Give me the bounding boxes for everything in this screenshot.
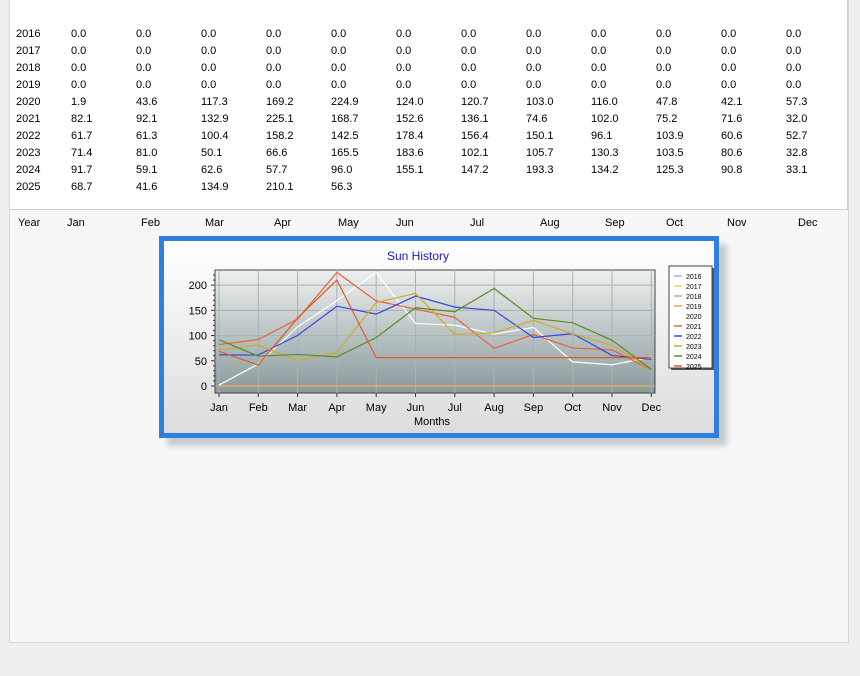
value-cell: 0.0 <box>786 79 802 91</box>
value-cell: 0.0 <box>136 45 152 57</box>
value-cell: 178.4 <box>396 130 424 142</box>
value-cell: 60.6 <box>721 130 743 142</box>
value-cell: 82.1 <box>71 113 93 125</box>
value-cell: 120.7 <box>461 96 489 108</box>
value-cell: 225.1 <box>266 113 294 125</box>
value-cell: 156.4 <box>461 130 489 142</box>
value-cell: 71.6 <box>721 113 743 125</box>
value-cell: 32.0 <box>786 113 808 125</box>
value-cell: 134.2 <box>591 164 619 176</box>
y-tick-label: 100 <box>188 330 207 343</box>
value-cell: 66.6 <box>266 147 288 159</box>
value-cell: 0.0 <box>591 28 607 40</box>
year-cell: 2021 <box>16 113 41 125</box>
legend-label: 2022 <box>686 334 702 341</box>
value-cell: 102.1 <box>461 147 489 159</box>
value-cell: 0.0 <box>461 28 477 40</box>
value-cell: 0.0 <box>721 79 737 91</box>
value-cell: 57.3 <box>786 96 808 108</box>
value-cell: 125.3 <box>656 164 684 176</box>
x-tick-label: May <box>365 402 387 414</box>
x-tick-label: Nov <box>602 402 622 414</box>
value-cell: 96.0 <box>331 164 353 176</box>
x-tick-label: Jan <box>210 402 228 414</box>
value-cell: 0.0 <box>331 45 347 57</box>
value-cell: 0.0 <box>526 28 542 40</box>
value-cell: 0.0 <box>266 45 282 57</box>
column-header: Sep <box>605 217 625 229</box>
value-cell: 32.8 <box>786 147 808 159</box>
x-tick-label: Sep <box>523 402 544 414</box>
legend-label: 2016 <box>686 274 702 281</box>
value-cell: 52.7 <box>786 130 808 142</box>
value-cell: 150.1 <box>526 130 554 142</box>
value-cell: 169.2 <box>266 96 294 108</box>
value-cell: 91.7 <box>71 164 93 176</box>
value-cell: 0.0 <box>461 45 477 57</box>
value-cell: 0.0 <box>396 79 412 91</box>
x-tick-label: Dec <box>641 402 662 414</box>
sun-history-chart <box>164 241 714 433</box>
value-cell: 136.1 <box>461 113 489 125</box>
value-cell: 130.3 <box>591 147 619 159</box>
value-cell: 0.0 <box>201 28 217 40</box>
value-cell: 0.0 <box>526 62 542 74</box>
value-cell: 59.1 <box>136 164 158 176</box>
value-cell: 43.6 <box>136 96 158 108</box>
column-header: Nov <box>727 217 747 229</box>
value-cell: 152.6 <box>396 113 424 125</box>
legend <box>669 266 714 371</box>
value-cell: 0.0 <box>721 62 737 74</box>
value-cell: 0.0 <box>136 62 152 74</box>
value-cell: 0.0 <box>266 79 282 91</box>
legend-label: 2021 <box>686 324 702 331</box>
value-cell: 61.7 <box>71 130 93 142</box>
value-cell: 74.6 <box>526 113 548 125</box>
x-tick-label: Aug <box>484 402 504 414</box>
value-cell: 168.7 <box>331 113 359 125</box>
column-header: Feb <box>141 217 160 229</box>
value-cell: 33.1 <box>786 164 808 176</box>
value-cell: 0.0 <box>396 62 412 74</box>
value-cell: 0.0 <box>331 28 347 40</box>
value-cell: 0.0 <box>461 79 477 91</box>
y-tick-label: 50 <box>194 355 207 368</box>
value-cell: 117.3 <box>201 96 228 108</box>
value-cell: 68.7 <box>71 181 93 193</box>
legend-label: 2019 <box>686 304 702 311</box>
value-cell: 0.0 <box>656 28 672 40</box>
value-cell: 0.0 <box>591 45 607 57</box>
value-cell: 0.0 <box>266 62 282 74</box>
year-cell: 2025 <box>16 181 41 193</box>
column-header: Jul <box>470 217 485 229</box>
table-row <box>10 128 848 145</box>
legend-label: 2020 <box>686 314 702 321</box>
value-cell: 0.0 <box>591 62 607 74</box>
value-cell: 0.0 <box>526 79 542 91</box>
value-cell: 0.0 <box>656 62 672 74</box>
value-cell: 134.9 <box>201 181 229 193</box>
legend-label: 2025 <box>686 364 702 371</box>
legend-label: 2024 <box>686 354 702 361</box>
value-cell: 92.1 <box>136 113 158 125</box>
column-header: Mar <box>205 217 224 229</box>
value-cell: 0.0 <box>591 79 607 91</box>
value-cell: 0.0 <box>786 45 802 57</box>
value-cell: 0.0 <box>266 28 282 40</box>
x-tick-label: Jun <box>406 402 425 414</box>
value-cell: 0.0 <box>461 62 477 74</box>
year-cell: 2022 <box>16 130 41 142</box>
value-cell: 81.0 <box>136 147 158 159</box>
value-cell: 71.4 <box>71 147 93 159</box>
value-cell: 0.0 <box>396 28 412 40</box>
value-cell: 0.0 <box>721 45 737 57</box>
column-header: May <box>338 217 359 229</box>
year-cell: 2017 <box>16 45 41 57</box>
legend-label: 2018 <box>686 294 702 301</box>
value-cell: 0.0 <box>331 62 347 74</box>
data-table-body <box>10 26 848 196</box>
plot-area <box>215 270 655 393</box>
value-cell: 1.9 <box>71 96 87 108</box>
value-cell: 0.0 <box>136 79 152 91</box>
value-cell: 155.1 <box>396 164 424 176</box>
table-row <box>10 179 848 196</box>
y-tick-label: 150 <box>188 305 207 318</box>
column-header: Dec <box>798 217 818 229</box>
value-cell: 0.0 <box>71 28 87 40</box>
x-tick-label: Oct <box>564 402 582 414</box>
chart-title: Sun History <box>386 249 450 263</box>
table-row <box>10 162 848 179</box>
table-row <box>10 26 848 43</box>
x-tick-label: Jul <box>447 402 462 414</box>
value-cell: 165.5 <box>331 147 359 159</box>
y-tick-label: 200 <box>188 280 207 293</box>
value-cell: 0.0 <box>71 45 87 57</box>
value-cell: 0.0 <box>71 79 87 91</box>
chart-frame <box>159 236 719 438</box>
x-tick-label: Mar <box>288 402 308 414</box>
value-cell: 103.0 <box>526 96 554 108</box>
y-axis-ticks <box>189 275 215 393</box>
value-cell: 62.6 <box>201 164 223 176</box>
column-header: Oct <box>666 217 684 229</box>
table-row <box>10 145 848 162</box>
table-row <box>10 111 848 128</box>
value-cell: 50.1 <box>201 147 223 159</box>
value-cell: 0.0 <box>201 45 217 57</box>
year-cell: 2020 <box>16 96 41 108</box>
value-cell: 0.0 <box>71 62 87 74</box>
value-cell: 61.3 <box>136 130 158 142</box>
value-cell: 147.2 <box>461 164 489 176</box>
value-cell: 103.9 <box>656 130 684 142</box>
x-axis-label: Months <box>413 416 451 428</box>
data-table-area <box>10 0 848 210</box>
value-cell: 0.0 <box>721 28 737 40</box>
value-cell: 0.0 <box>656 79 672 91</box>
table-row <box>10 60 848 77</box>
value-cell: 102.0 <box>591 113 619 125</box>
value-cell: 96.1 <box>591 130 613 142</box>
value-cell: 90.8 <box>721 164 743 176</box>
x-axis-ticks <box>210 393 661 414</box>
value-cell: 0.0 <box>331 79 347 91</box>
chart-background <box>164 241 714 433</box>
year-cell: 2024 <box>16 164 41 176</box>
value-cell: 105.7 <box>526 147 554 159</box>
y-tick-label: 0 <box>200 381 207 393</box>
table-row <box>10 94 848 111</box>
x-tick-label: Apr <box>328 402 346 414</box>
year-cell: 2016 <box>16 28 41 40</box>
value-cell: 0.0 <box>136 28 152 40</box>
value-cell: 42.1 <box>721 96 743 108</box>
value-cell: 41.6 <box>136 181 158 193</box>
table-row <box>10 43 848 60</box>
value-cell: 80.6 <box>721 147 743 159</box>
value-cell: 47.8 <box>656 96 678 108</box>
column-header: Year <box>18 217 41 229</box>
value-cell: 210.1 <box>266 181 294 193</box>
value-cell: 0.0 <box>201 62 217 74</box>
value-cell: 116.0 <box>591 96 618 108</box>
table-header-row <box>10 215 848 232</box>
value-cell: 100.4 <box>201 130 229 142</box>
year-cell: 2023 <box>16 147 41 159</box>
value-cell: 75.2 <box>656 113 678 125</box>
value-cell: 103.5 <box>656 147 684 159</box>
year-cell: 2019 <box>16 79 41 91</box>
column-header: Aug <box>540 217 560 229</box>
value-cell: 142.5 <box>331 130 359 142</box>
column-header: Jan <box>67 217 85 229</box>
value-cell: 0.0 <box>201 79 217 91</box>
x-tick-label: Feb <box>248 402 268 414</box>
column-header: Apr <box>274 217 292 229</box>
value-cell: 57.7 <box>266 164 288 176</box>
column-header: Jun <box>396 217 414 229</box>
value-cell: 56.3 <box>331 181 353 193</box>
value-cell: 0.0 <box>396 45 412 57</box>
legend-label: 2023 <box>686 344 702 351</box>
value-cell: 0.0 <box>526 45 542 57</box>
value-cell: 0.0 <box>656 45 672 57</box>
value-cell: 183.6 <box>396 147 424 159</box>
table-row <box>10 77 848 94</box>
value-cell: 158.2 <box>266 130 294 142</box>
value-cell: 224.9 <box>331 96 359 108</box>
value-cell: 0.0 <box>786 28 802 40</box>
value-cell: 132.9 <box>201 113 229 125</box>
value-cell: 124.0 <box>396 96 424 108</box>
year-cell: 2018 <box>16 62 41 74</box>
legend-label: 2017 <box>686 284 702 291</box>
value-cell: 193.3 <box>526 164 554 176</box>
value-cell: 0.0 <box>786 62 802 74</box>
